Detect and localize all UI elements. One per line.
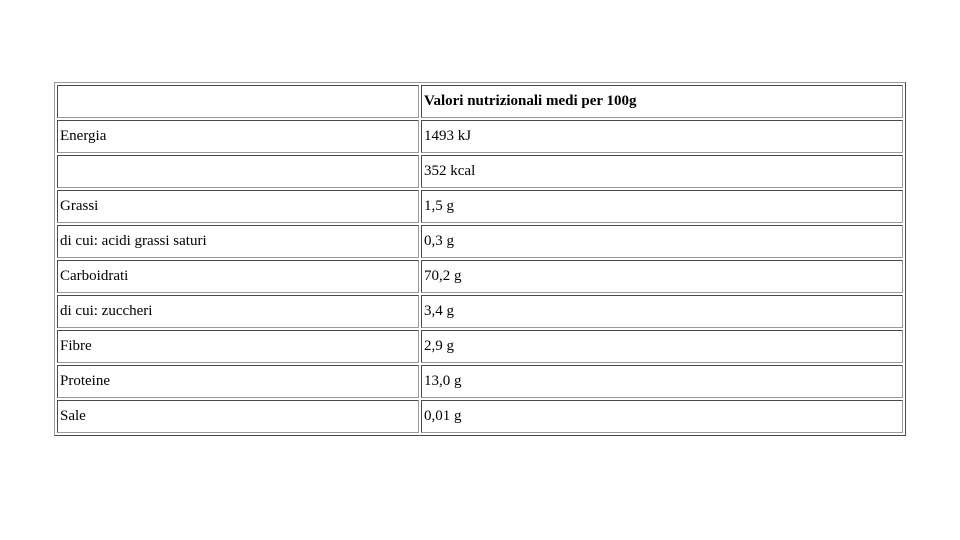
nutrient-label: Grassi — [57, 190, 419, 223]
table-row — [57, 190, 903, 223]
nutrient-label: Carboidrati — [57, 260, 419, 293]
table-row — [57, 155, 903, 188]
nutrient-value: 2,9 g — [421, 330, 903, 363]
nutrition-table-grid — [55, 83, 905, 435]
header-label-cell — [57, 85, 419, 118]
nutrient-label: Proteine — [57, 365, 419, 398]
nutrient-value: 0,3 g — [421, 225, 903, 258]
nutrient-value: 1493 kJ — [421, 120, 903, 153]
nutrient-value: 0,01 g — [421, 400, 903, 433]
table-row — [57, 330, 903, 363]
table-row — [57, 365, 903, 398]
nutrient-value: 70,2 g — [421, 260, 903, 293]
table-row — [57, 295, 903, 328]
nutrient-label: Energia — [57, 120, 419, 153]
nutrient-label: di cui: acidi grassi saturi — [57, 225, 419, 258]
nutrient-label — [57, 155, 419, 188]
nutrition-table — [54, 82, 906, 436]
table-header-row — [57, 85, 903, 118]
table-row — [57, 260, 903, 293]
nutrient-value: 13,0 g — [421, 365, 903, 398]
table-row — [57, 225, 903, 258]
header-value-cell: Valori nutrizionali medi per 100g — [421, 85, 903, 118]
nutrient-value: 1,5 g — [421, 190, 903, 223]
nutrient-label: di cui: zuccheri — [57, 295, 419, 328]
nutrient-value: 352 kcal — [421, 155, 903, 188]
table-row — [57, 120, 903, 153]
nutrient-value: 3,4 g — [421, 295, 903, 328]
nutrient-label: Fibre — [57, 330, 419, 363]
table-row — [57, 400, 903, 433]
nutrient-label: Sale — [57, 400, 419, 433]
